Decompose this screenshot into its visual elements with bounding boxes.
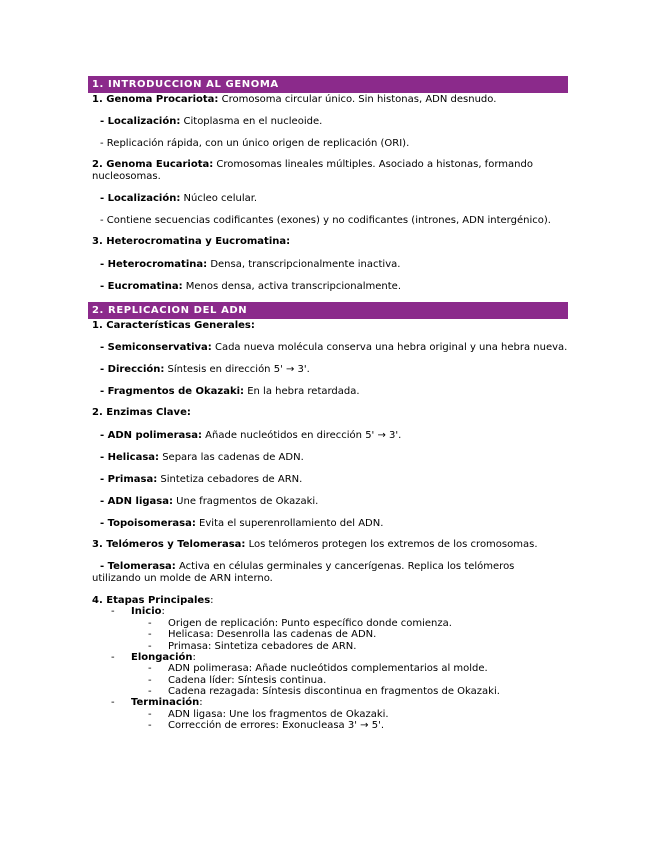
etapa-elongacion: - Elongación:	[111, 652, 196, 663]
eucariota-loc-text: Núcleo celular.	[180, 193, 258, 204]
procariota-loc-text: Citoplasma en el nucleoide.	[180, 116, 323, 127]
caracteristicas-title: 1. Características Generales:	[92, 320, 255, 331]
enzima-item: - Topoisomerasa: Evita el superenrollamiento del ADN.	[100, 518, 384, 529]
heterocromatina-item: - Heterocromatina: Densa, transcripcionalmente inactiva.	[100, 259, 401, 270]
procariota-extra: - Replicación rápida, con un único origen de replicación (ORI).	[100, 138, 410, 149]
eucariota-extra-text: Contiene secuencias codificantes (exones) y no codificantes (intrones, ADN intergénico).	[106, 215, 551, 226]
eucromatina-item: - Eucromatina: Menos densa, activa transcripcionalmente.	[100, 281, 402, 292]
etapa-inicio: - Inicio:	[111, 606, 165, 617]
etapas-title: 4. Etapas Principales:	[92, 595, 214, 606]
etapa-subitem: - Cadena líder: Síntesis continua.	[148, 675, 327, 686]
caracteristica-item: - Semiconservativa: Cada nueva molécula conserva una hebra original y una hebra nueva.	[100, 342, 568, 353]
eucromatina-text: Menos densa, activa transcripcionalmente.	[182, 281, 402, 292]
enzima-item: - ADN ligasa: Une fragmentos de Okazaki.	[100, 496, 319, 507]
telomerasa-label: Telomerasa:	[107, 561, 176, 572]
enzima-item: - Primasa: Sintetiza cebadores de ARN.	[100, 474, 303, 485]
etapa-terminacion: - Terminación:	[111, 697, 203, 708]
etapa-subitem: - Corrección de errores: Exonucleasa 3' → 5'.	[148, 720, 385, 731]
etapa-subitem: - ADN polimerasa: Añade nucleótidos complementarios al molde.	[148, 663, 488, 674]
etapa-subitem: - ADN ligasa: Une los fragmentos de Okazaki.	[148, 709, 389, 720]
procariota-extra-text: Replicación rápida, con un único origen de replicación (ORI).	[106, 138, 410, 149]
telomeros-title: 3. Telómeros y Telomerasa:	[92, 539, 246, 550]
heterocromatina-label: Heterocromatina:	[107, 259, 208, 270]
procariota-text: Cromosoma circular único. Sin histonas, ADN desnudo.	[218, 94, 497, 105]
telomeros-paragraph	[92, 539, 562, 551]
etapa-subitem: - Cadena rezagada: Síntesis discontinua en fragmentos de Okazaki.	[148, 686, 500, 697]
caracteristica-item: - Fragmentos de Okazaki: En la hebra retardada.	[100, 386, 360, 397]
etapa-subitem: - Primasa: Sintetiza cebadores de ARN.	[148, 641, 357, 652]
etapa-subitem: - Helicasa: Desenrolla las cadenas de ADN.	[148, 629, 377, 640]
telomerasa-paragraph: - Telomerasa: Activa en células germinales y cancerígenas. Replica los telómeros utilizando un molde de ARN interno.	[92, 561, 515, 584]
eucariota-text: Cromosomas lineales múltiples. Asociado a histonas, formando nucleosomas.	[92, 159, 533, 182]
etapa-subitem: - Origen de replicación: Punto específico donde comienza.	[148, 618, 452, 629]
eucariota-paragraph	[92, 159, 557, 183]
enzima-item: - ADN polimerasa: Añade nucleótidos en dirección 5' → 3'.	[100, 430, 402, 441]
eucromatina-label: Eucromatina:	[107, 281, 183, 292]
section-header-introduccion: 1. INTRODUCCION AL GENOMA	[88, 76, 568, 93]
heterocromatina-text: Densa, transcripcionalmente inactiva.	[207, 259, 401, 270]
telomerasa-text: Activa en células germinales y cancerígenas. Replica los telómeros utilizando un molde de ARN interno.	[92, 561, 515, 584]
procariota-title: 1. Genoma Procariota:	[92, 94, 219, 105]
enzimas-title: 2. Enzimas Clave:	[92, 407, 191, 418]
caracteristica-item: - Dirección: Síntesis en dirección 5' → 3'.	[100, 364, 310, 375]
procariota-localizacion: - Localización: Citoplasma en el nucleoide.	[100, 116, 323, 127]
procariota-paragraph	[92, 94, 562, 106]
procariota-loc-label: Localización:	[107, 116, 181, 127]
eucariota-localizacion: - Localización: Núcleo celular.	[100, 193, 258, 204]
enzima-item: - Helicasa: Separa las cadenas de ADN.	[100, 452, 304, 463]
section-header-replicacion: 2. REPLICACION DEL ADN	[88, 302, 568, 319]
cromatina-title: 3. Heterocromatina y Eucromatina:	[92, 236, 291, 247]
eucariota-loc-label: Localización:	[107, 193, 181, 204]
eucariota-title: 2. Genoma Eucariota:	[92, 159, 214, 170]
telomeros-text: Los telómeros protegen los extremos de los cromosomas.	[245, 539, 538, 550]
eucariota-extra: - Contiene secuencias codificantes (exones) y no codificantes (intrones, ADN intergénico).	[100, 215, 551, 226]
